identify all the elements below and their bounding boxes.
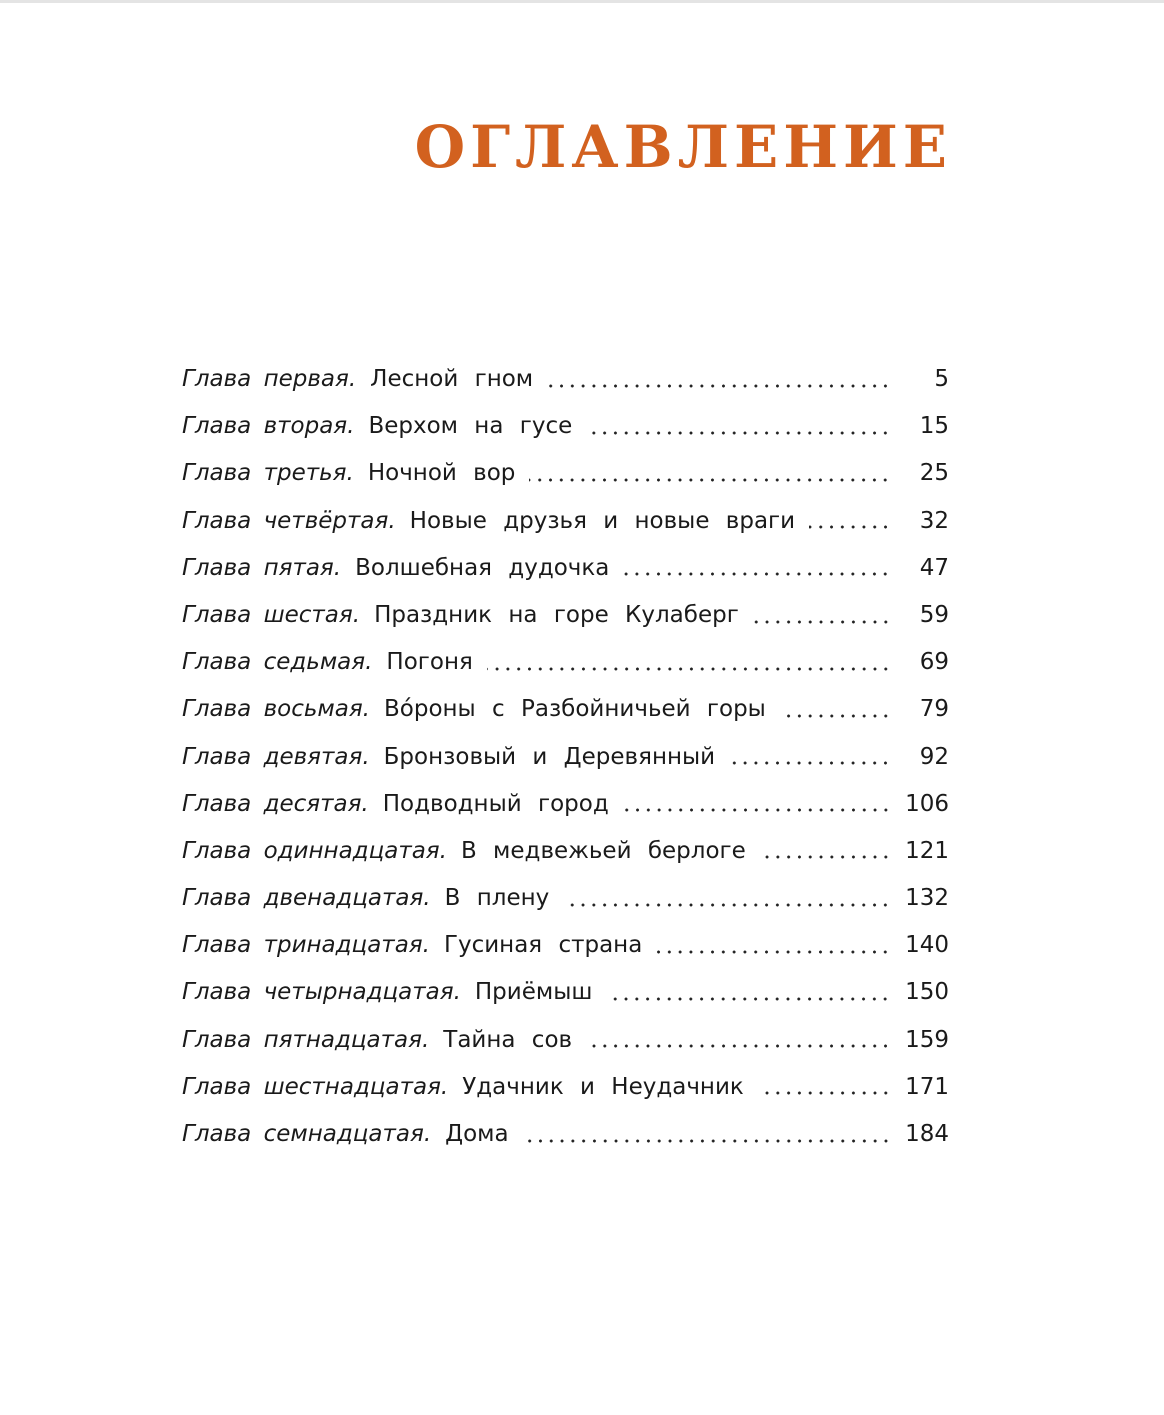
dot-leader [547,384,891,388]
chapter-label: Глава семнадцатая. [182,1121,432,1147]
page-number: 171 [905,1073,949,1100]
dot-leader [729,761,891,765]
chapter-label: Глава девятая. [182,743,370,770]
page-title: ОГЛАВЛЕНИЕ [414,113,952,181]
chapter-title: Вóроны с Разбойничьей горы [384,696,766,723]
toc-entry[interactable] [182,686,949,733]
chapter-title: Удачник и Неудачник [462,1073,744,1100]
chapter-label: Глава третья. [182,460,354,487]
dot-leader [623,572,891,576]
page-number: 25 [919,460,949,487]
page-number: 47 [919,554,949,581]
chapter-label: Глава одиннадцатая. [182,837,447,864]
dot-leader [809,525,891,529]
chapter-label: Глава десятая. [182,790,369,817]
toc-entry[interactable] [182,639,949,686]
dot-leader [656,950,891,954]
page-number: 59 [919,601,949,628]
chapter-title: Подводный город [382,790,609,817]
toc-entry[interactable] [182,592,949,639]
toc-entry[interactable] [182,969,949,1016]
page-number: 69 [919,649,949,676]
chapter-title: В медвежьей берлоге [460,837,746,864]
dot-leader [606,997,891,1001]
toc-entry[interactable] [182,828,949,875]
toc-entry[interactable] [182,1064,949,1111]
chapter-title: Верхом на гусе [368,413,573,440]
toc-entry[interactable] [182,498,949,545]
toc-entry[interactable] [182,545,949,592]
chapter-title: Дома [445,1121,509,1147]
dot-leader [758,1091,891,1095]
dot-leader [760,855,891,859]
page-number: 15 [919,413,949,440]
chapter-label: Глава первая. [182,366,357,392]
page-number: 92 [919,743,949,770]
dot-leader [529,478,891,482]
chapter-title: Бронзовый и Деревянный [383,743,716,770]
dot-leader [563,903,891,907]
chapter-title: Ночной вор [367,460,516,487]
page-number: 121 [905,837,949,864]
toc-entry[interactable] [182,1017,949,1064]
chapter-title: Погоня [386,649,473,676]
chapter-title: Волшебная дудочка [355,554,610,581]
dot-leader [586,1044,891,1048]
dot-leader [623,808,891,812]
page-number: 159 [905,1026,949,1053]
page-number: 140 [905,932,949,959]
toc-entry[interactable] [182,450,949,497]
chapter-title: Новые друзья и новые враги [409,507,796,534]
chapter-label: Глава пятая. [182,554,342,581]
toc-entry[interactable] [182,734,949,781]
page-number: 5 [934,366,949,392]
toc-entry[interactable] [182,922,949,969]
chapter-title: Гусиная страна [443,932,643,959]
dot-leader [780,714,891,718]
page-number: 150 [905,979,949,1006]
toc-entry[interactable] [182,356,949,403]
dot-leader [487,667,891,671]
chapter-title: Приёмыш [474,979,593,1006]
chapter-label: Глава вторая. [182,413,355,440]
chapter-label: Глава пятнадцатая. [182,1026,430,1053]
page-number: 32 [919,507,949,534]
chapter-label: Глава шестая. [182,601,361,628]
table-of-contents [182,356,949,1158]
toc-entry[interactable] [182,781,949,828]
page-number: 184 [905,1121,949,1147]
page-number: 79 [919,696,949,723]
toc-entry[interactable] [182,875,949,922]
page-top-edge [0,0,1164,3]
chapter-title: Тайна сов [443,1026,573,1053]
chapter-label: Глава шестнадцатая. [182,1073,449,1100]
dot-leader [523,1139,891,1143]
dot-leader [753,620,891,624]
toc-entry[interactable] [182,403,949,450]
chapter-title: Праздник на горе Кулаберг [374,601,739,628]
page-number: 106 [905,790,949,817]
toc-entry[interactable] [182,1111,949,1158]
chapter-title: Лесной гном [370,366,534,392]
chapter-label: Глава четвёртая. [182,507,396,534]
page-number: 132 [905,885,949,912]
chapter-title: В плену [444,885,550,912]
chapter-label: Глава четырнадцатая. [182,979,461,1006]
chapter-label: Глава двенадцатая. [182,885,431,912]
chapter-label: Глава седьмая. [182,649,373,676]
dot-leader [586,431,891,435]
chapter-label: Глава тринадцатая. [182,932,430,959]
chapter-label: Глава восьмая. [182,696,370,723]
